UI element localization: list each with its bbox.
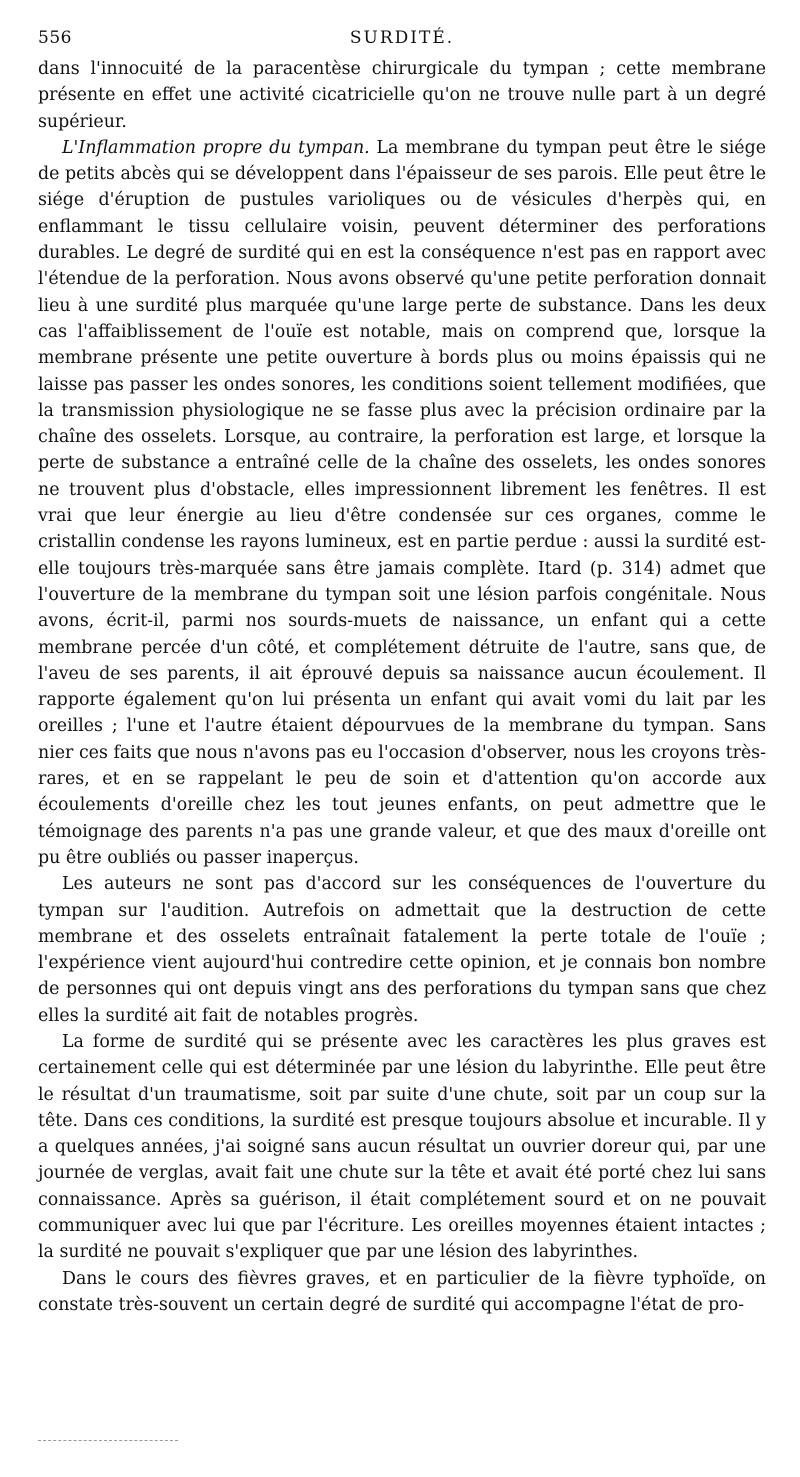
page [38, 28, 766, 1318]
paragraph-continuation [38, 56, 766, 135]
paragraph-text: La forme de surdité qui se présente avec les caractères les plus graves est certainement celle qui est déterminée par une lésion du labyrinthe. Elle peut être le résultat d'un traumatisme, soit par suite d'une chute, soit par un coup sur la tête. Dans ces conditions, la surdité est presque toujours absolue et incurable. Il y a quelques années, j'ai soigné sans aucun résultat un ouvrier doreur qui, par une journée de verglas, avait fait une chute sur la tête et avait été porté chez lui sans connaissance. Après sa guérison, il était complétement sourd et on ne pouvait communiquer avec lui que par l'écriture. Les oreilles moyennes étaient intactes ; la surdité ne pouvait s'expliquer que par une lésion des labyrinthes. [38, 1031, 766, 1263]
paragraph-text: Les auteurs ne sont pas d'accord sur les conséquences de l'ouverture du tympan sur l'audition. Autrefois on admettait que la destruction de cette membrane et des osselets entraînait fatalement la perte totale de l'ouïe ; l'expérience vient aujourd'hui contredire cette opinion, et je connais bon nombre de personnes qui ont depuis vingt ans des perforations du tympan sans que chez elles la surdité ait fait de notables progrès. [38, 874, 766, 1026]
paragraph-auteurs [38, 871, 766, 1029]
running-title: SURDITÉ. [349, 28, 455, 48]
paragraph-text: La membrane du tympan peut être le siége de petits abcès qui se développent dans l'épaisseur de ses parois. Elle peut être le siége d'éruption de pustules varioliques ou de vésicules d'herpès qui, en enflammant le tissu cellulaire voisin, peuvent déterminer des perforations durables. Le degré de surdité qui en est la conséquence n'est pas en rapport avec l'étendue de la perforation. Nous avons observé qu'une petite perforation donnait lieu à une surdité plus marquée qu'une large perte de substance. Dans les deux cas l'affaiblissement de l'ouïe est notable, mais on comprend que, lorsque la membrane présente une petite ouverture à bords plus ou moins épaissis qui ne laisse pas passer les ondes sonores, les conditions soient tellement modifiées, que la transmission physiologique ne se fasse plus avec la précision ordinaire par la chaîne des osselets. Lorsque, au contraire, la perforation est large, et lorsque la perte de substance a entraîné celle de la chaîne des osselets, les ondes sonores ne trouvent plus d'obstacle, elles impressionnent librement les fenêtres. Il est vrai que leur énergie au lieu d'être condensée sur ces organes, comme le cristallin condense les rayons lumineux, est en partie perdue : aussi la surdité est-elle toujours très-marquée sans être jamais complète. Itard (p. 314) admet que l'ouverture de la membrane du tympan soit une lésion parfois congénitale. Nous avons, écrit-il, parmi nos sourds-muets de naissance, un enfant qui a cette membrane percée d'un côté, et complétement détruite de l'autre, sans que, de l'aveu de ses parents, il ait éprouvé depuis sa naissance aucun écoulement. Il rapporte également qu'on lui présenta un enfant qui avait vomi du lait par les oreilles ; l'une et l'autre étaient dépourvues de la membrane du tympan. Sans nier ces faits que nous n'avons pas eu l'occasion d'observer, nous les croyons très-rares, et en se rappelant le peu de soin et d'attention qu'on accorde aux écoulements d'oreille chez les tout jeunes enfants, on peut admettre que le témoignage des parents n'a pas une grande valeur, et que des maux d'oreille ont pu être oubliés ou passer inaperçus. [38, 137, 766, 868]
paragraph-fievres [38, 1266, 766, 1319]
paragraph-inflammation [38, 135, 766, 871]
paragraph-labyrinthe [38, 1029, 766, 1266]
section-lead: L'Inflammation propre du tympan. [62, 137, 370, 158]
page-number: 556 [38, 28, 72, 48]
paragraph-text: Dans le cours des fièvres graves, et en particulier de la fièvre typhoïde, on constate très-souvent un certain degré de surdité qui accompagne l'état de pro- [38, 1268, 766, 1315]
footer-mark [38, 1440, 178, 1441]
running-head [38, 28, 766, 56]
paragraph-text: dans l'innocuité de la paracentèse chirurgicale du tympan ; cette membrane présente en effet une activité cicatricielle qu'on ne trouve nulle part à un degré supérieur. [38, 59, 766, 132]
body-text [38, 56, 766, 1318]
